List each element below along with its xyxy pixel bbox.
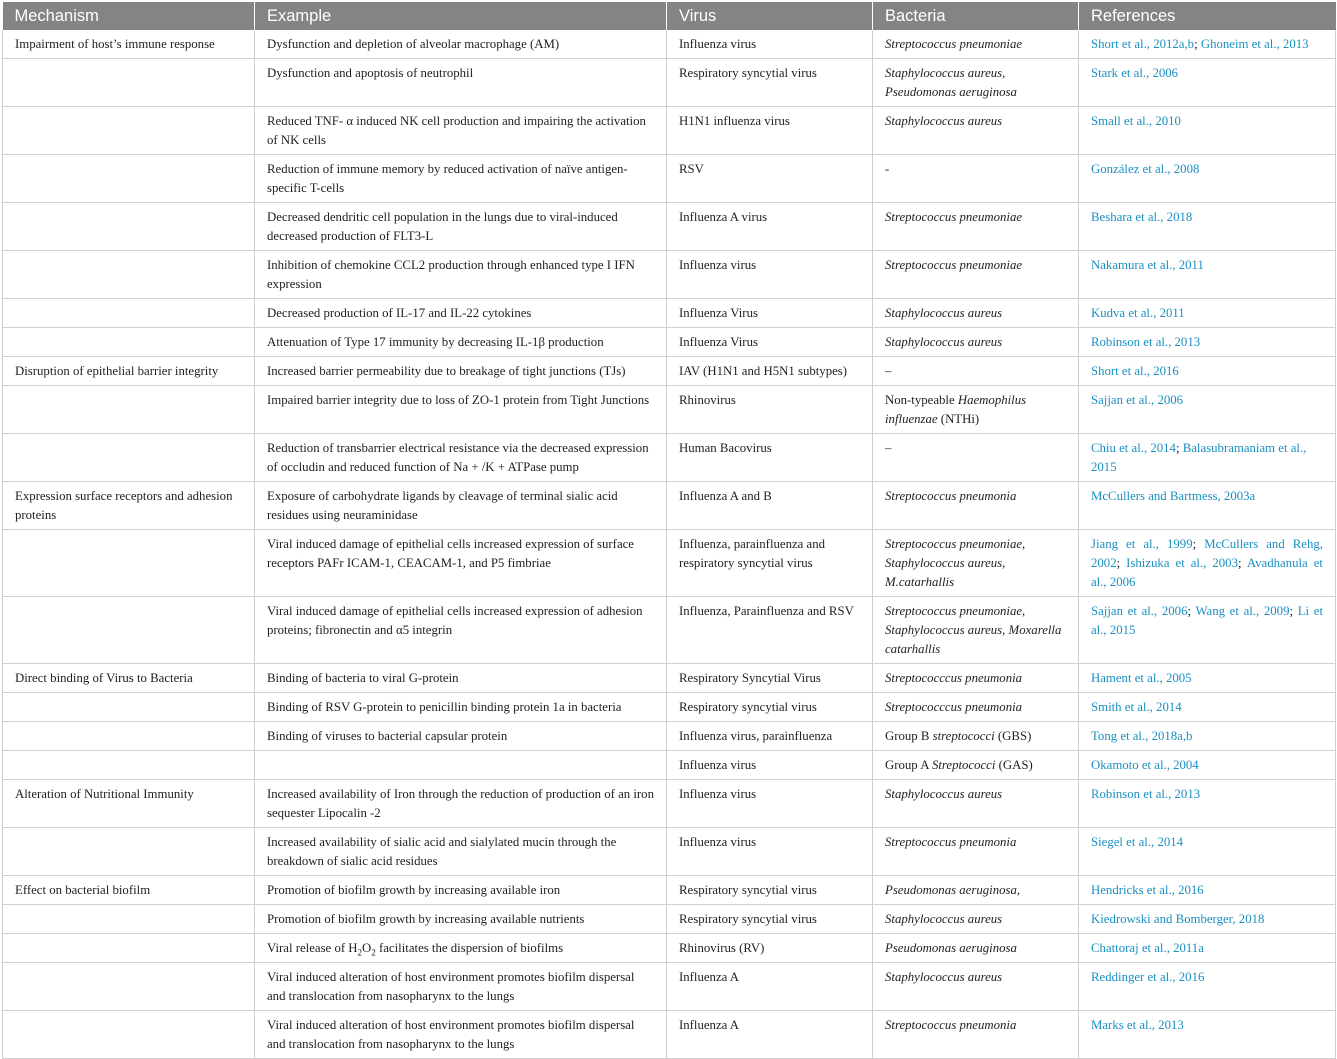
bacteria-name: Haemophilus influenzae — [885, 393, 1027, 426]
reference-link[interactable]: Kudva et al., 2011 — [1091, 306, 1185, 320]
virus-cell — [667, 107, 873, 155]
reference-link[interactable]: Robinson et al., 2013 — [1091, 787, 1201, 801]
bacteria-cell — [873, 482, 1079, 530]
bacteria-name: Staphylococcus aureus — [885, 787, 1003, 801]
bacteria-cell — [873, 722, 1079, 751]
virus-cell — [667, 722, 873, 751]
example-cell — [255, 357, 667, 386]
reference-link[interactable]: Okamoto et al., 2004 — [1091, 758, 1199, 772]
mechanism-cell — [3, 828, 255, 876]
references-cell — [1079, 434, 1336, 482]
virus-text: Influenza Virus — [679, 335, 758, 349]
virus-cell — [667, 530, 873, 597]
bacteria-name: Streptococcus pneumoniae — [885, 37, 1023, 51]
example-cell — [255, 59, 667, 107]
example-cell — [255, 299, 667, 328]
references-cell — [1079, 664, 1336, 693]
references-cell — [1079, 828, 1336, 876]
mechanism-cell — [3, 357, 255, 386]
table-body — [3, 30, 1336, 1059]
virus-cell — [667, 963, 873, 1011]
bacteria-cell — [873, 828, 1079, 876]
table-row — [3, 107, 1336, 155]
bacteria-cell — [873, 59, 1079, 107]
example-cell — [255, 876, 667, 905]
reference-link[interactable]: Stark et al., 2006 — [1091, 66, 1179, 80]
bacteria-name: M.catarhallis — [885, 575, 955, 589]
bacteria-cell — [873, 155, 1079, 203]
reference-link[interactable]: Balasubramaniam et al., 2015 — [1091, 441, 1307, 474]
table-row — [3, 876, 1336, 905]
mechanism-cell — [3, 107, 255, 155]
reference-link[interactable]: Short et al., 2012a,b — [1091, 37, 1195, 51]
references-cell — [1079, 357, 1336, 386]
bacteria-name: Staphylococcus aureus — [885, 970, 1003, 984]
virus-text: Human Bacovirus — [679, 441, 772, 455]
virus-cell — [667, 386, 873, 434]
mechanism-cell — [3, 876, 255, 905]
bacteria-name: Staphylococcus aureus — [885, 114, 1003, 128]
mechanism-text: Impairment of host’s immune response — [15, 37, 215, 51]
example-text: Increased barrier permeability due to breakage of tight junctions (TJs) — [267, 364, 626, 378]
virus-cell — [667, 482, 873, 530]
references-cell — [1079, 876, 1336, 905]
example-cell — [255, 963, 667, 1011]
bacteria-text: (NTHi) — [937, 412, 980, 426]
reference-link[interactable]: Sajjan et al., 2006 — [1091, 604, 1188, 618]
example-cell — [255, 905, 667, 934]
references-cell — [1079, 722, 1336, 751]
mechanism-cell — [3, 1011, 255, 1059]
example-cell — [255, 597, 667, 664]
mechanism-cell — [3, 434, 255, 482]
reference-link[interactable]: Tong et al., 2018a,b — [1091, 729, 1193, 743]
bacteria-name: Staphylococcus aureus, Moxarella catarhallis — [885, 623, 1062, 656]
mechanism-cell — [3, 299, 255, 328]
reference-link[interactable]: Li et al., 2015 — [1091, 604, 1323, 637]
references-cell — [1079, 1011, 1336, 1059]
mechanism-text: Effect on bacterial biofilm — [15, 883, 151, 897]
bacteria-name: Streptococci — [931, 758, 996, 772]
virus-cell — [667, 434, 873, 482]
example-text: Binding of RSV G-protein to penicillin binding protein 1a in bacteria — [267, 700, 622, 714]
reference-link[interactable]: Wang et al., 2009 — [1195, 604, 1290, 618]
bacteria-cell — [873, 299, 1079, 328]
bacteria-cell — [873, 1011, 1079, 1059]
example-text: Viral induced damage of epithelial cells increased expression of surface receptors PAFr ICAM-1, CEACAM-1, and P5 fimbriae — [267, 537, 634, 570]
bacteria-name: Streptococcus pneumonia — [885, 489, 1017, 503]
virus-cell — [667, 328, 873, 357]
references-cell — [1079, 107, 1336, 155]
reference-link[interactable]: Nakamura et al., 2011 — [1091, 258, 1204, 272]
mechanism-cell — [3, 905, 255, 934]
reference-separator: ; — [1187, 604, 1196, 618]
bacteria-cell — [873, 751, 1079, 780]
reference-link[interactable]: Chattoraj et al., 2011a — [1091, 941, 1204, 955]
bacteria-name: Pseudomonas aeruginosa — [885, 941, 1017, 955]
references-cell — [1079, 30, 1336, 59]
references-cell — [1079, 780, 1336, 828]
example-text: Binding of viruses to bacterial capsular protein — [267, 729, 508, 743]
mechanism-cell — [3, 751, 255, 780]
virus-cell — [667, 30, 873, 59]
bacteria-name: streptococci — [932, 729, 995, 743]
table-row — [3, 828, 1336, 876]
references-cell — [1079, 328, 1336, 357]
references-cell — [1079, 203, 1336, 251]
mechanism-cell — [3, 664, 255, 693]
references-cell — [1079, 299, 1336, 328]
table-row — [3, 434, 1336, 482]
mechanism-cell — [3, 155, 255, 203]
example-cell — [255, 251, 667, 299]
virus-cell — [667, 693, 873, 722]
example-cell — [255, 1011, 667, 1059]
reference-link[interactable]: Ghoneim et al., 2013 — [1200, 37, 1309, 51]
virus-text: Respiratory Syncytial Virus — [679, 671, 821, 685]
example-cell — [255, 751, 667, 780]
reference-link[interactable]: Jiang et al., 1999 — [1091, 537, 1193, 551]
example-cell — [255, 664, 667, 693]
mechanism-cell — [3, 251, 255, 299]
example-cell — [255, 107, 667, 155]
example-text: Binding of bacteria to viral G-protein — [267, 671, 459, 685]
table-row — [3, 597, 1336, 664]
mechanism-cell — [3, 963, 255, 1011]
bacteria-name: Staphylococcus aureus, — [885, 556, 1006, 570]
mechanism-cell — [3, 30, 255, 59]
mechanism-cell — [3, 780, 255, 828]
references-cell — [1079, 251, 1336, 299]
subscript-text: 2 — [371, 947, 376, 958]
virus-text: Rhinovirus (RV) — [679, 941, 765, 955]
references-cell — [1079, 963, 1336, 1011]
virus-cell — [667, 299, 873, 328]
bacteria-cell — [873, 30, 1079, 59]
table-row — [3, 722, 1336, 751]
table-row — [3, 30, 1336, 59]
bacteria-name: Streptococccus pneumonia — [885, 671, 1023, 685]
bacteria-cell — [873, 934, 1079, 963]
reference-link[interactable]: Ishizuka et al., 2003 — [1126, 556, 1238, 570]
references-cell — [1079, 905, 1336, 934]
mechanism-text: Expression surface receptors and adhesion proteins — [15, 489, 233, 522]
bacteria-cell — [873, 664, 1079, 693]
mechanism-cell — [3, 597, 255, 664]
example-cell — [255, 386, 667, 434]
table-row — [3, 357, 1336, 386]
example-text: Increased availability of sialic acid and sialylated mucin through the breakdown of sialic acid residues — [267, 835, 617, 868]
bacteria-cell — [873, 693, 1079, 722]
reference-link[interactable]: Hendricks et al., 2016 — [1091, 883, 1204, 897]
table-page — [0, 2, 1337, 1053]
reference-link[interactable]: Avadhanula et al., 2006 — [1091, 556, 1323, 589]
table-row — [3, 155, 1336, 203]
example-text: Decreased dendritic cell population in the lungs due to viral-induced decreased production of FLT3-L — [267, 210, 618, 243]
bacteria-cell — [873, 251, 1079, 299]
example-cell — [255, 434, 667, 482]
virus-cell — [667, 357, 873, 386]
references-cell — [1079, 482, 1336, 530]
table-row — [3, 328, 1336, 357]
bacteria-cell — [873, 876, 1079, 905]
bacteria-cell — [873, 386, 1079, 434]
bacteria-text: (GBS) — [994, 729, 1032, 743]
mechanism-cell — [3, 482, 255, 530]
header-references: References — [1079, 2, 1336, 30]
example-cell — [255, 722, 667, 751]
reference-separator: ; — [1194, 37, 1201, 51]
example-text: Viral induced alteration of host environment promotes biofilm dispersal and translocation from nasopharynx to the lungs — [267, 1018, 635, 1051]
references-cell — [1079, 597, 1336, 664]
references-cell — [1079, 59, 1336, 107]
reference-separator: ; — [1237, 556, 1247, 570]
reference-link[interactable]: Marks et al., 2013 — [1091, 1018, 1184, 1032]
bacteria-cell — [873, 357, 1079, 386]
mechanism-text: Direct binding of Virus to Bacteria — [15, 671, 193, 685]
mechanism-cell — [3, 722, 255, 751]
references-cell — [1079, 751, 1336, 780]
header-bacteria: Bacteria — [873, 2, 1079, 30]
reference-link[interactable]: Small et al., 2010 — [1091, 114, 1181, 128]
example-text: Impaired barrier integrity due to loss of ZO-1 protein from Tight Junctions — [267, 393, 650, 407]
table-row — [3, 693, 1336, 722]
bacteria-name: Streptococccus pneumonia — [885, 700, 1023, 714]
reference-link[interactable]: Beshara et al., 2018 — [1091, 210, 1193, 224]
virus-cell — [667, 597, 873, 664]
bacteria-name: Streptococcus pneumoniae — [885, 258, 1023, 272]
bacteria-cell — [873, 203, 1079, 251]
bacteria-cell — [873, 963, 1079, 1011]
reference-link[interactable]: Chiu et al., 2014 — [1091, 441, 1176, 455]
table-row — [3, 530, 1336, 597]
virus-text: Rhinovirus — [679, 393, 736, 407]
virus-text: Influenza, parainfluenza and respiratory syncytial virus — [679, 537, 826, 570]
references-cell — [1079, 386, 1336, 434]
virus-text: Influenza virus — [679, 37, 757, 51]
table-row — [3, 482, 1336, 530]
virus-text: Respiratory syncytial virus — [679, 883, 817, 897]
reference-link[interactable]: McCullers and Bartmess, 2003a — [1091, 489, 1256, 503]
virus-cell — [667, 664, 873, 693]
example-cell — [255, 203, 667, 251]
example-text: Promotion of biofilm growth by increasing available nutrients — [267, 912, 585, 926]
mechanism-cell — [3, 328, 255, 357]
mechanism-text: Disruption of epithelial barrier integrity — [15, 364, 219, 378]
bacteria-name: Pseudomonas aeruginosa — [885, 85, 1017, 99]
bacteria-name: Streptococcus pneumonia — [885, 835, 1017, 849]
example-cell — [255, 482, 667, 530]
virus-text: Influenza, Parainfluenza and RSV — [679, 604, 854, 618]
virus-text: Influenza A virus — [679, 210, 768, 224]
mechanism-cell — [3, 934, 255, 963]
virus-text: Influenza virus — [679, 258, 757, 272]
table-row — [3, 664, 1336, 693]
table-row — [3, 251, 1336, 299]
bacteria-name: Streptococcus pneumonia — [885, 1018, 1017, 1032]
bacteria-cell — [873, 597, 1079, 664]
bacteria-name: Staphylococcus aureus — [885, 912, 1003, 926]
example-text: Reduction of transbarrier electrical resistance via the decreased expression of occludin and reduced function of Na + /K + ATPase pump — [267, 441, 649, 474]
example-text: Reduced TNF- α induced NK cell production and impairing the activation of NK cells — [267, 114, 646, 147]
bacteria-cell — [873, 107, 1079, 155]
subscript-text: 2 — [357, 947, 363, 958]
example-cell — [255, 828, 667, 876]
bacteria-text: Non-typeable — [885, 393, 958, 407]
virus-cell — [667, 155, 873, 203]
mechanism-cell — [3, 693, 255, 722]
example-text: Increased availability of Iron through the reduction of production of an iron sequester Lipocalin -2 — [267, 787, 654, 820]
example-text: Promotion of biofilm growth by increasing available iron — [267, 883, 561, 897]
example-text: Decreased production of IL-17 and IL-22 cytokines — [267, 306, 532, 320]
table-row — [3, 299, 1336, 328]
reference-separator: ; — [1192, 537, 1205, 551]
mechanism-text: Alteration of Nutritional Immunity — [15, 787, 194, 801]
example-text: Dysfunction and depletion of alveolar macrophage (AM) — [267, 37, 560, 51]
references-cell — [1079, 934, 1336, 963]
reference-link[interactable]: McCullers and Rehg, 2002 — [1091, 537, 1323, 570]
header-virus: Virus — [667, 2, 873, 30]
table-row — [3, 59, 1336, 107]
example-cell — [255, 934, 667, 963]
virus-text: Respiratory syncytial virus — [679, 700, 817, 714]
table-row — [3, 934, 1336, 963]
virus-cell — [667, 1011, 873, 1059]
example-text: Dysfunction and apoptosis of neutrophil — [267, 66, 474, 80]
example-cell — [255, 30, 667, 59]
example-text: Attenuation of Type 17 immunity by decreasing IL-1β production — [267, 335, 604, 349]
virus-text: Influenza virus — [679, 787, 757, 801]
bacteria-name: Pseudomonas aeruginosa, — [885, 883, 1021, 897]
bacteria-name: Streptococcus pneumoniae, — [885, 537, 1026, 551]
bacteria-text: Group B — [885, 729, 933, 743]
reference-link[interactable]: Hament et al., 2005 — [1091, 671, 1192, 685]
bacteria-cell — [873, 780, 1079, 828]
virus-text: H1N1 influenza virus — [679, 114, 790, 128]
table-row — [3, 203, 1336, 251]
virus-cell — [667, 905, 873, 934]
table-row — [3, 751, 1336, 780]
example-text: Viral induced damage of epithelial cells increased expression of adhesion proteins; fibronectin and α5 integrin — [267, 604, 643, 637]
reference-link[interactable]: Sajjan et al., 2006 — [1091, 393, 1184, 407]
table-row — [3, 386, 1336, 434]
reference-link[interactable]: Robinson et al., 2013 — [1091, 335, 1201, 349]
virus-cell — [667, 828, 873, 876]
mechanism-cell — [3, 386, 255, 434]
reference-link[interactable]: Siegel et al., 2014 — [1091, 835, 1184, 849]
bacteria-name: Staphylococcus aureus — [885, 306, 1003, 320]
bacteria-text: - — [885, 162, 890, 176]
reference-link[interactable]: Short et al., 2016 — [1091, 364, 1179, 378]
reference-separator: ; — [1289, 604, 1298, 618]
example-text: Viral induced alteration of host environment promotes biofilm dispersal and translocation from nasopharynx to the lungs — [267, 970, 635, 1003]
virus-text: Influenza virus, parainfluenza — [679, 729, 833, 743]
references-cell — [1079, 530, 1336, 597]
table-header — [3, 2, 1336, 30]
bacteria-cell — [873, 905, 1079, 934]
example-cell — [255, 328, 667, 357]
table-row — [3, 905, 1336, 934]
bacteria-text: Group A — [885, 758, 932, 772]
bacteria-name: Staphylococcus aureus, — [885, 66, 1006, 80]
virus-cell — [667, 251, 873, 299]
virus-text: Influenza A and B — [679, 489, 772, 503]
mechanisms-table — [2, 2, 1336, 1059]
references-cell — [1079, 693, 1336, 722]
example-cell — [255, 155, 667, 203]
virus-cell — [667, 59, 873, 107]
header-row — [3, 2, 1336, 30]
table-row — [3, 780, 1336, 828]
bacteria-cell — [873, 434, 1079, 482]
table-row — [3, 1011, 1336, 1059]
virus-cell — [667, 934, 873, 963]
bacteria-text: (GAS) — [995, 758, 1033, 772]
bacteria-text: – — [885, 441, 892, 455]
reference-separator: ; — [1175, 441, 1183, 455]
virus-cell — [667, 780, 873, 828]
virus-cell — [667, 876, 873, 905]
mechanism-cell — [3, 530, 255, 597]
example-cell — [255, 530, 667, 597]
bacteria-name: Streptococcus pneumoniae — [885, 210, 1023, 224]
header-mechanism: Mechanism — [3, 2, 255, 30]
header-example: Example — [255, 2, 667, 30]
example-text-part: Viral release of H — [267, 941, 358, 955]
virus-text: Influenza A — [679, 1018, 740, 1032]
bacteria-cell — [873, 530, 1079, 597]
mechanism-cell — [3, 203, 255, 251]
table-row — [3, 963, 1336, 1011]
virus-text: Influenza virus — [679, 835, 757, 849]
virus-text: Influenza virus — [679, 758, 757, 772]
virus-text: IAV (H1N1 and H5N1 subtypes) — [679, 364, 848, 378]
bacteria-name: Streptococcus pneumoniae, — [885, 604, 1026, 618]
virus-text: Respiratory syncytial virus — [679, 912, 817, 926]
example-text: Inhibition of chemokine CCL2 production through enhanced type I IFN expression — [267, 258, 635, 291]
example-text: Reduction of immune memory by reduced activation of naïve antigen-specific T-cells — [267, 162, 628, 195]
reference-link[interactable]: González et al., 2008 — [1091, 162, 1200, 176]
reference-link[interactable]: Reddinger et al., 2016 — [1091, 970, 1205, 984]
virus-text: Influenza Virus — [679, 306, 758, 320]
example-text: Exposure of carbohydrate ligands by cleavage of terminal sialic acid residues using neuraminidase — [267, 489, 618, 522]
bacteria-text: – — [885, 364, 892, 378]
bacteria-name: Staphylococcus aureus — [885, 335, 1003, 349]
virus-text: RSV — [679, 162, 704, 176]
mechanism-cell — [3, 59, 255, 107]
example-cell — [255, 693, 667, 722]
example-cell — [255, 780, 667, 828]
virus-text: Influenza A — [679, 970, 740, 984]
virus-text: Respiratory syncytial virus — [679, 66, 817, 80]
reference-link[interactable]: Smith et al., 2014 — [1091, 700, 1182, 714]
virus-cell — [667, 203, 873, 251]
reference-separator: ; — [1116, 556, 1127, 570]
example-text-part: O — [362, 941, 372, 955]
example-text-part: facilitates the dispersion of biofilms — [375, 941, 564, 955]
reference-link[interactable]: Kiedrowski and Bomberger, 2018 — [1091, 912, 1265, 926]
virus-cell — [667, 751, 873, 780]
references-cell — [1079, 155, 1336, 203]
bacteria-cell — [873, 328, 1079, 357]
